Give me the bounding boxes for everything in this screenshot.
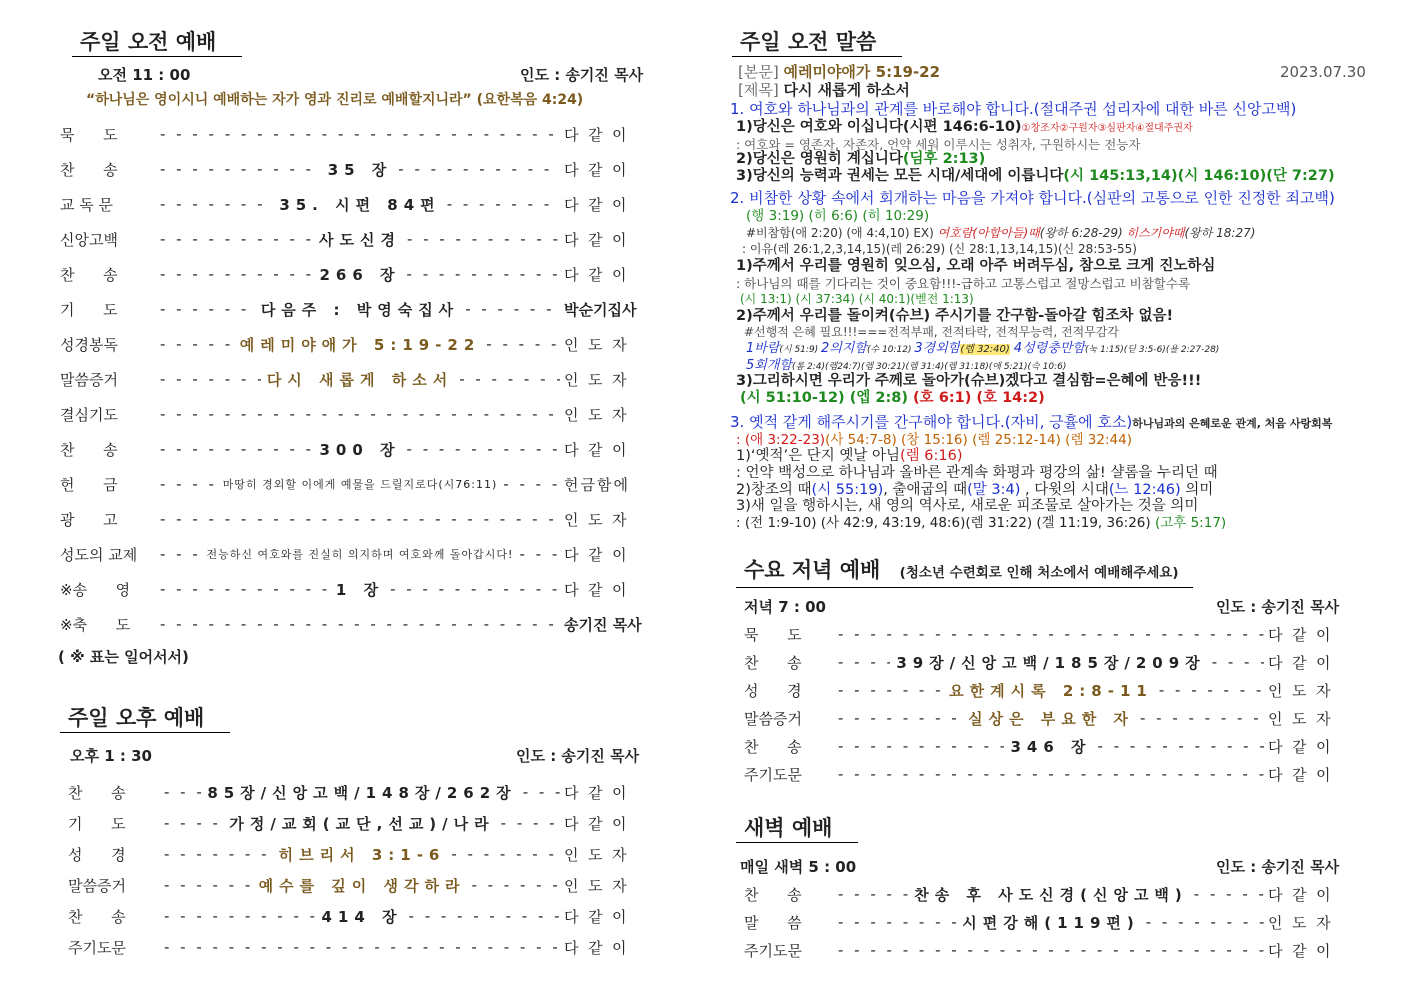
point3-b-mid2: , 다윗의 시대 (1020, 482, 1109, 498)
list-repent: 5회개함 (746, 358, 792, 373)
order-item-label: 묵 도 (744, 625, 802, 644)
order-item-person: 다 같 이 (1268, 765, 1331, 784)
order-row (60, 577, 660, 601)
dash-leader (1098, 737, 1264, 755)
point3-heading-note: 하나님과의 은혜로운 관계, 처음 사랑회복 (1132, 417, 1333, 430)
point2-a-note: : 하나님의 때를 기다리는 것이 중요함!!!-급하고 고통스럽고 절망스럽고 비참할수록 (736, 276, 1191, 291)
order-row (744, 678, 1366, 702)
dash-leader (459, 370, 560, 388)
point3-b-ref1: (시 55:19) (811, 482, 884, 498)
order-row (60, 122, 660, 146)
point3-b-ref2: (말 3:4) (967, 482, 1021, 498)
list-trust-ref: (수 10:12) (867, 345, 915, 355)
order-item-label: 기 도 (68, 814, 126, 833)
dash-leader (523, 783, 560, 801)
dash-leader (160, 300, 255, 318)
list-spirit: 4성령충만함 (1009, 341, 1085, 356)
dash-leader (519, 545, 560, 563)
dash-leader (503, 475, 560, 493)
order-item-detail: 39장/신앙고백/185장/209장 (896, 653, 1206, 672)
dash-leader (838, 625, 1264, 643)
order-row (68, 873, 660, 897)
order-item-detail: 35 장 (327, 160, 393, 179)
point3-a-note: : 언약 백성으로 하나님과 올바른 관계속 화평과 평강의 삶! 샬롬을 누리던 때 (736, 465, 1218, 481)
order-item-person: 다 같 이 (564, 265, 627, 284)
dash-leader (838, 941, 1264, 959)
sermon-subject-line (738, 81, 910, 100)
order-item-person: 송기진 목사 (564, 615, 642, 634)
order-item-label: 찬 송 (68, 783, 126, 802)
order-row (744, 650, 1366, 674)
order-item-person: 다 같 이 (564, 580, 627, 599)
point1-c-ref: (시 145:13,14)(시 146:10)(단 7:27) (1063, 168, 1335, 184)
order-item-detail: 찬송 후 사도신경(신앙고백) (914, 885, 1188, 904)
dash-leader (407, 440, 560, 458)
dash-leader (160, 580, 330, 598)
dash-leader (160, 265, 313, 283)
dash-leader (1140, 709, 1264, 727)
order-row (60, 227, 660, 251)
order-item-person: 다 같 이 (564, 160, 627, 179)
order-row (60, 192, 660, 216)
point2-c-refs-green: (시 51:10-12) (엡 2:8) (740, 390, 914, 406)
afternoon-service-title: 주일 오후 예배 (60, 704, 230, 733)
order-item-label: 말씀증거 (744, 709, 802, 728)
order-item-label: 묵 도 (60, 125, 118, 144)
point2-c: 3)그리하시면 우리가 주께로 돌아가(슈브)겠다고 결심함=은혜에 반응!!! (736, 373, 1202, 389)
dash-leader (407, 230, 560, 248)
dash-leader (164, 938, 560, 956)
order-item-label: 찬 송 (60, 160, 118, 179)
order-row (60, 157, 660, 181)
order-item-detail: 346 장 (1010, 737, 1092, 756)
dash-leader (160, 125, 560, 143)
order-item-person: 다 같 이 (564, 938, 627, 957)
order-item-person: 다 같 이 (1268, 625, 1331, 644)
order-item-detail: 요한계시록 2:8-11 (949, 681, 1153, 700)
order-item-label: 성 경 (744, 681, 802, 700)
morning-time: 오전 11 : 00 (98, 66, 191, 84)
point1-a-note: : 여호와 = 영존자, 자존자, 언약 세워 이루시는 성취자, 구원하시는 전능자 (736, 137, 1141, 152)
standing-note: ( ※ 표는 일어서서) (58, 648, 189, 666)
point3-c-refs-text: : (전 1:9-10) (사 42:9, 43:19, 48:6)(렘 31:22) (겔 11:19, 36:26) (736, 515, 1155, 531)
dash-leader (164, 783, 201, 801)
order-item-label: 주기도문 (744, 941, 802, 960)
list-trust: 2의지함 (821, 341, 867, 356)
dash-leader (838, 653, 890, 671)
order-item-detail: 예레미야애가 5:19-22 (239, 335, 481, 354)
afternoon-time: 오후 1 : 30 (70, 747, 152, 765)
dash-leader (1146, 913, 1264, 931)
order-item-label: 말 씀 (744, 913, 802, 932)
dash-leader (838, 709, 962, 727)
dash-leader (160, 195, 273, 213)
wednesday-leader: 인도 : 송기진 목사 (1216, 598, 1340, 616)
order-item-label: 주기도문 (744, 765, 802, 784)
wednesday-time: 저녁 7 : 00 (744, 598, 826, 616)
order-item-detail: 예수를 깊이 생각하라 (258, 876, 466, 895)
order-item-label: 광 고 (60, 510, 118, 529)
list-repent-ref: (롬 2:4)(렘24:7)(렘 30:21)(렘 31:4)(렘 31:18)(애 5:21)(슥 10:6) (791, 362, 1067, 372)
dawn-time: 매일 새벽 5 : 00 (740, 858, 857, 876)
order-item-person: 다 같 이 (564, 195, 627, 214)
order-item-label: ※송 영 (60, 580, 131, 599)
order-item-label: 신앙고백 (60, 230, 118, 249)
order-item-label: 주기도문 (68, 938, 126, 957)
order-row (60, 262, 660, 286)
order-item-label: ※축 도 (60, 615, 131, 634)
dash-leader (160, 160, 322, 178)
text-label: [본문] (738, 63, 779, 81)
wednesday-note: (청소년 수련회로 인해 처소에서 예배해주세요) (899, 565, 1179, 581)
order-item-person: 헌금함에 (564, 475, 630, 494)
order-item-person: 다 같 이 (564, 230, 627, 249)
dash-leader (398, 160, 560, 178)
point2-a: 1)주께서 우리를 영원히 잊으심, 오래 아주 버려두심, 참으로 크게 진노하심 (736, 258, 1216, 274)
order-item-label: 기 도 (60, 300, 118, 319)
dawn-leader: 인도 : 송기진 목사 (1216, 858, 1340, 876)
morning-leader: 인도 : 송기진 목사 (520, 66, 644, 84)
order-item-person: 다 같 이 (564, 783, 627, 802)
point3-b-ref3: (느 12:46) (1108, 482, 1181, 498)
point2-note2: : 이유(레 26:1,2,3,14,15)(레 26:29) (신 28:1,13,14,15)(신 28:53-55) (742, 242, 1137, 256)
order-item-detail: 히브리서 3:1-6 (278, 845, 446, 864)
sermon-date: 2023.07.30 (1280, 63, 1366, 81)
order-item-detail: 전능하신 여호와를 진실히 의지하며 여호와께 돌아갑시다! (206, 548, 514, 561)
order-row (68, 780, 660, 804)
dash-leader (486, 335, 560, 353)
note1-ref2: (왕하 18:27) (1184, 226, 1256, 240)
order-item-label: 찬 송 (744, 737, 802, 756)
order-item-label: 교 독 문 (60, 195, 114, 214)
note1-hezekiah: 히스기야때 (1126, 226, 1185, 240)
order-item-label: 헌 금 (60, 475, 118, 494)
order-item-label: 찬 송 (68, 907, 126, 926)
order-item-detail: 266 장 (319, 265, 401, 284)
order-row (60, 367, 660, 391)
order-row (744, 622, 1366, 646)
subject-label: [제목] (738, 81, 779, 99)
dash-leader (160, 475, 217, 493)
sermon-text-line (738, 63, 940, 82)
order-row (60, 402, 660, 426)
dash-leader (409, 907, 560, 925)
order-row (60, 472, 660, 496)
point1-c (736, 167, 1335, 186)
order-item-detail: 85장/신앙고백/148장/262장 (207, 783, 517, 802)
dash-leader (465, 300, 560, 318)
order-row (68, 811, 660, 835)
order-row (68, 842, 660, 866)
point3-b-mid: , 출애굽의 때 (883, 482, 968, 498)
order-item-person: 인 도 자 (564, 845, 627, 864)
dash-leader (164, 876, 253, 894)
wednesday-title-text: 수요 저녁 예배 (744, 558, 881, 582)
sermon-text: 예레미야애가 5:19-22 (783, 63, 941, 81)
order-item-person: 다 같 이 (564, 545, 627, 564)
order-item-person: 다 같 이 (1268, 653, 1331, 672)
dash-leader (447, 195, 560, 213)
point3-heading-text: 3. 옛적 같게 해주시기를 간구해야 합니다.(자비, 긍휼에 호소) (730, 413, 1133, 431)
order-item-label: 찬 송 (60, 440, 118, 459)
dash-leader (160, 335, 234, 353)
note1-ref1: (왕하 6:28-29) (1039, 226, 1127, 240)
order-item-detail: 1 장 (335, 580, 385, 599)
order-item-person: 인 도 자 (564, 405, 627, 424)
list-fear: 3경외함 (914, 341, 961, 356)
order-item-detail: 가정/교회(교단,선교)/나라 (229, 814, 495, 833)
order-item-detail: 마땅히 경외할 이에게 예물을 드릴지로다(시76:11) (222, 478, 498, 491)
point3-refs-orange: (사 54:7-8) (창 15:16) (렘 25:12-14) (렘 32:44) (825, 432, 1132, 448)
order-item-person: 박순기집사 (564, 300, 637, 319)
point3-b-end: 의미 (1180, 482, 1214, 498)
order-item-person: 다 같 이 (564, 440, 627, 459)
order-item-person: 다 같 이 (1268, 885, 1331, 904)
point3-c-refs (736, 514, 1226, 533)
order-item-label: 결심기도 (60, 405, 118, 424)
order-row (60, 507, 660, 531)
point1-c-text: 3)당신의 능력과 권세는 모든 시대/세대에 이릅니다 (736, 168, 1064, 184)
dash-leader (471, 876, 560, 894)
order-item-label: 찬 송 (744, 653, 802, 672)
dash-leader (160, 230, 313, 248)
dash-leader (838, 737, 1004, 755)
order-item-label: 찬 송 (744, 885, 802, 904)
point1-b-text: 2)당신은 영원히 계십니다 (736, 151, 903, 167)
order-row (60, 297, 660, 321)
order-item-person: 다 같 이 (564, 125, 627, 144)
order-item-detail: 35. 시편 84편 (279, 195, 441, 214)
order-item-detail: 414 장 (321, 907, 403, 926)
dash-leader (160, 370, 261, 388)
dash-leader (164, 907, 315, 925)
dash-leader (160, 440, 313, 458)
dash-leader (1194, 885, 1264, 903)
point3-a-ref: (렘 6:16) (900, 448, 963, 464)
order-item-detail: 사도신경 (319, 230, 401, 249)
order-item-person: 다 같 이 (1268, 941, 1331, 960)
point3-refs-red: : (애 3:22-23) (736, 432, 826, 448)
note1-text: #비참함(애 2:20) (애 4:4,10) EX) (746, 226, 938, 240)
order-item-person: 다 같 이 (564, 814, 627, 833)
dash-leader (838, 681, 943, 699)
point3-heading (730, 413, 1332, 433)
dash-leader (164, 845, 273, 863)
order-item-person: 인 도 자 (1268, 709, 1331, 728)
list-wish-ref: (시 51:9) (779, 345, 822, 355)
order-item-person: 다 같 이 (564, 907, 627, 926)
order-item-detail: 시편강해(119편) (962, 913, 1140, 932)
dash-leader (451, 845, 560, 863)
order-row (60, 542, 660, 566)
list-spirit-ref: (눅 1:15)(딛 3:5-6)(욜 2:27-28) (1085, 345, 1220, 355)
order-item-detail: 실상은 부요한 자 (968, 709, 1134, 728)
order-row (744, 938, 1366, 962)
afternoon-leader: 인도 : 송기진 목사 (516, 747, 640, 765)
order-row (68, 935, 660, 959)
point1-b-ref: (딤후 2:13) (902, 151, 986, 167)
point2-c-refs (740, 389, 1045, 408)
point2-a-refs: (시 13:1) (시 37:34) (시 40:1)(벧전 1:13) (740, 292, 974, 306)
order-item-person: 인 도 자 (564, 510, 627, 529)
list-wish: 1바람 (746, 341, 780, 356)
point2-c-refs-red: (호 6:1) (호 14:2) (913, 390, 1045, 406)
order-row (744, 734, 1366, 758)
point1-heading: 1. 여호와 하나님과의 관계를 바로해야 합니다.(절대주권 섭리자에 대한 바른 신앙고백) (730, 100, 1297, 118)
order-item-person: 인 도 자 (1268, 913, 1331, 932)
order-item-label: 말씀증거 (60, 370, 118, 389)
point2-b-note: #선행적 은혜 필요!!!===전적부패, 전적타락, 전적무능력, 전적무감각 (744, 325, 1119, 339)
dash-leader (390, 580, 560, 598)
order-row (744, 706, 1366, 730)
point1-a-text: 1)당신은 여호와 이십니다(시편 146:6-10) (736, 119, 1022, 135)
point3-c-refs-green: (고후 5:17) (1154, 515, 1227, 531)
order-row (744, 910, 1366, 934)
order-row (60, 437, 660, 461)
order-item-person: 인 도 자 (564, 370, 627, 389)
order-item-label: 찬 송 (60, 265, 118, 284)
note1-jehoram: 여호람(아합아들)때 (937, 226, 1040, 240)
order-item-label: 성도의 교제 (60, 545, 138, 564)
point3-a-text: 1)‘옛적’은 단지 옛날 아님 (736, 448, 900, 464)
wednesday-service-title (736, 556, 1193, 588)
order-item-detail: 다음주 : 박영숙집사 (260, 300, 460, 319)
order-item-person: 인 도 자 (564, 335, 627, 354)
point2-b: 2)주께서 우리를 돌이켜(슈브) 주시기를 간구함-돌아갈 힘조차 없음! (736, 308, 1174, 324)
order-item-person: 인 도 자 (564, 876, 627, 895)
order-item-detail: 300 장 (319, 440, 401, 459)
dash-leader (160, 510, 560, 528)
point1-a-roles: ①창조자②구원자③심판자④절대주권자 (1021, 123, 1193, 134)
dash-leader (407, 265, 560, 283)
dash-leader (160, 545, 201, 563)
dawn-service-title: 새벽 예배 (736, 814, 858, 843)
dash-leader (164, 814, 223, 832)
point3-b-text: 2)창조의 때 (736, 482, 812, 498)
order-item-person: 인 도 자 (1268, 681, 1331, 700)
order-item-detail: 다시 새롭게 하소서 (266, 370, 454, 389)
dash-leader (160, 405, 560, 423)
dash-leader (1212, 653, 1264, 671)
morning-service-title: 주일 오전 예배 (72, 28, 242, 57)
sermon-title: 주일 오전 말씀 (732, 28, 902, 57)
list-fear-ref: (렘 32:40) (960, 344, 1010, 355)
point2-heading: 2. 비참한 상황 속에서 회개하는 마음을 가져야 합니다.(심판의 고통으로 인한 진정한 죄고백) (730, 189, 1335, 207)
order-item-label: 성경봉독 (60, 335, 118, 354)
order-row (68, 904, 660, 928)
order-item-person: 다 같 이 (1268, 737, 1331, 756)
order-row (744, 882, 1366, 906)
dash-leader (838, 765, 1264, 783)
morning-verse: “하나님은 영이시니 예배하는 자가 영과 진리로 예배할지니라” (요한복음 4:24) (86, 92, 584, 108)
dash-leader (160, 615, 560, 633)
dash-leader (501, 814, 560, 832)
order-row (60, 332, 660, 356)
sermon-subject: 다시 새롭게 하소서 (783, 81, 910, 99)
order-item-label: 말씀증거 (68, 876, 126, 895)
order-item-label: 성 경 (68, 845, 126, 864)
dash-leader (838, 913, 956, 931)
dash-leader (1159, 681, 1264, 699)
order-row (744, 762, 1366, 786)
point2-refs: (행 3:19) (히 6:6) (히 10:29) (746, 208, 930, 224)
point3-c: 3)새 일을 행하시는, 새 영의 역사로, 새로운 피조물로 살아가는 것을 의미 (736, 498, 1199, 514)
order-row (60, 612, 660, 636)
dash-leader (838, 885, 908, 903)
